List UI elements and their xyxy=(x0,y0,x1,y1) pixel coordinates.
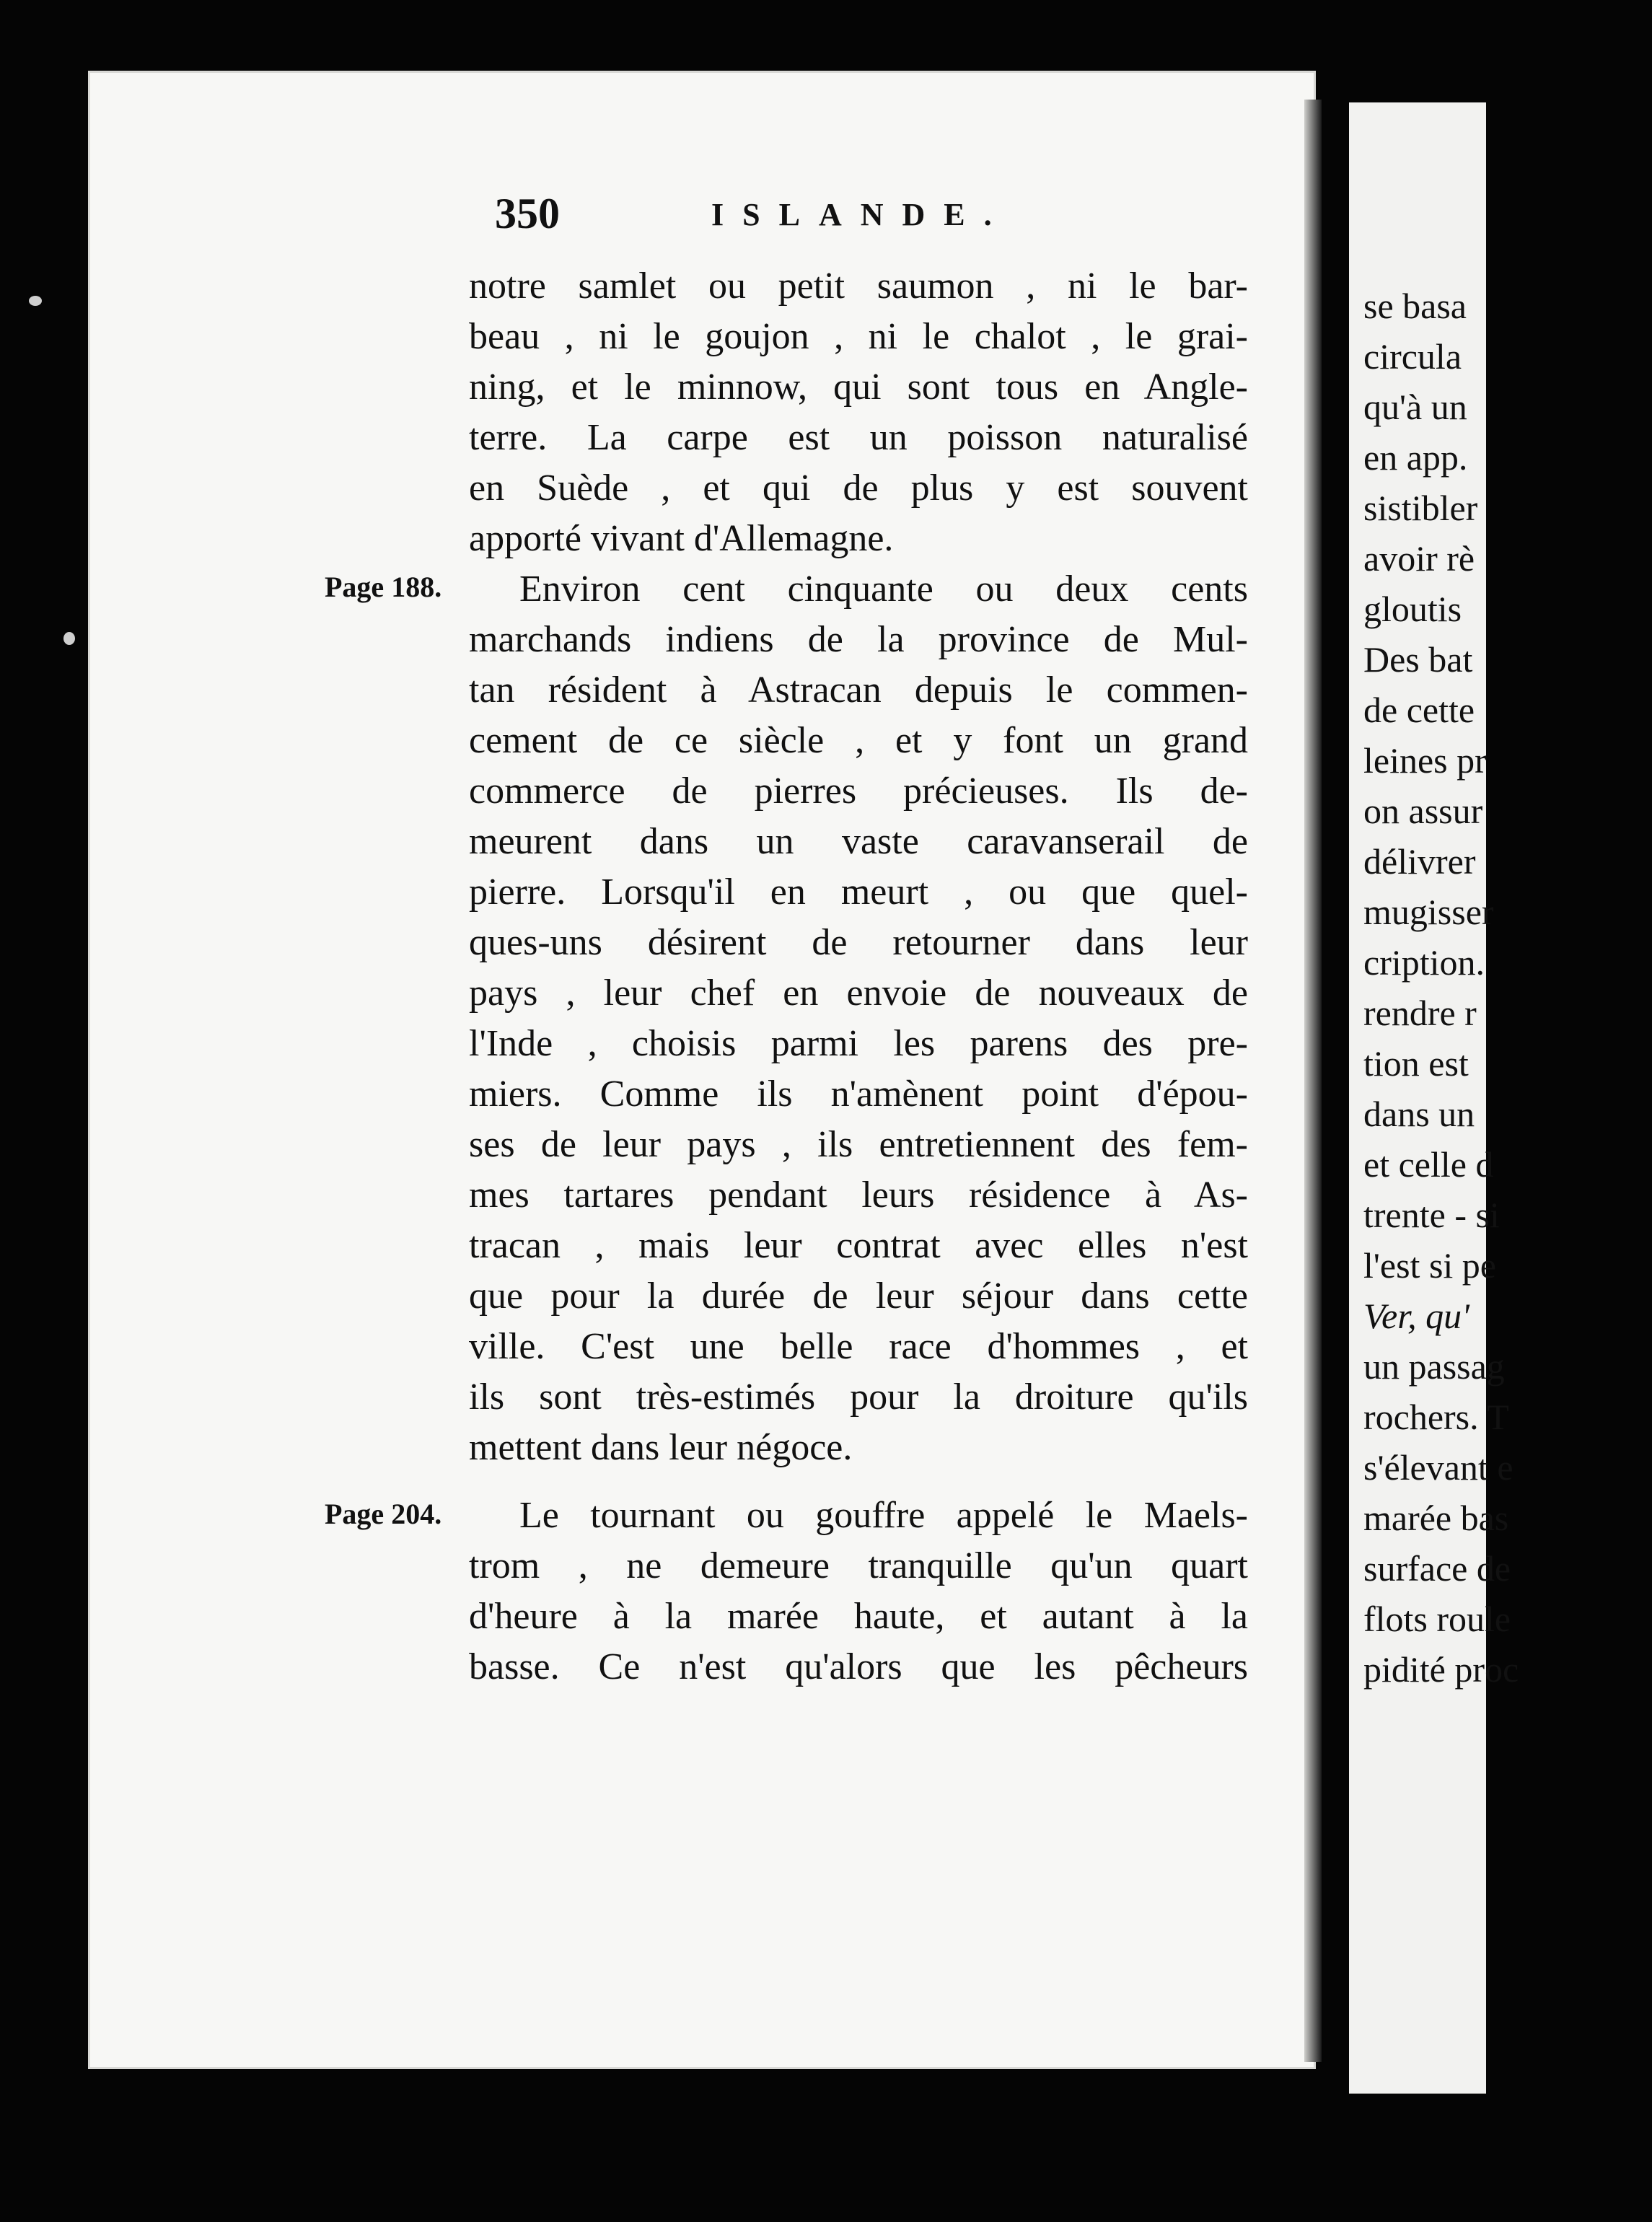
page-number: 350 xyxy=(495,190,560,237)
text-line: ils sont très-estimés pour la droiture qu'ils xyxy=(469,1376,1248,1418)
text-line: notre samlet ou petit saumon , ni le bar- xyxy=(469,265,1248,307)
right-line: avoir rè xyxy=(1363,538,1475,579)
right-line: surface de xyxy=(1363,1548,1511,1589)
text-line: ses de leur pays , ils entretiennent des fem- xyxy=(469,1124,1248,1165)
text-line: tan résident à Astracan depuis le commen- xyxy=(469,669,1248,711)
text-line: ning, et le minnow, qui sont tous en Angle- xyxy=(469,366,1248,408)
right-line: rendre r xyxy=(1363,993,1477,1033)
text-line: miers. Comme ils n'amènent point d'épou- xyxy=(469,1073,1248,1115)
text-line: apporté vivant d'Allemagne. xyxy=(469,518,894,559)
scan-speck xyxy=(63,632,75,645)
text-line: ques-uns désirent de retourner dans leur xyxy=(469,922,1248,963)
text-line: tracan , mais leur contrat avec elles n'est xyxy=(469,1225,1248,1266)
text-line: pays , leur chef en envoie de nouveaux de xyxy=(469,972,1248,1014)
right-line: en app. xyxy=(1363,437,1468,478)
right-line: marée bas xyxy=(1363,1498,1509,1538)
text-line: commerce de pierres précieuses. Ils de- xyxy=(469,770,1248,812)
text-line: trom , ne demeure tranquille qu'un quart xyxy=(469,1545,1248,1586)
right-line: délivrer xyxy=(1363,841,1476,882)
right-line: et celle d xyxy=(1363,1144,1494,1185)
text-line: ville. C'est une belle race d'hommes , et xyxy=(469,1326,1248,1367)
text-line: que pour la durée de leur séjour dans cette xyxy=(469,1275,1248,1317)
right-line: trente - si xyxy=(1363,1195,1500,1235)
text-line: basse. Ce n'est qu'alors que les pêcheurs xyxy=(469,1646,1248,1687)
running-title: ISLANDE. xyxy=(711,197,1011,232)
right-line: dans un xyxy=(1363,1094,1475,1134)
text-line: Le tournant ou gouffre appelé le Maels- xyxy=(519,1495,1248,1536)
right-line: l'est si pe xyxy=(1363,1245,1496,1286)
right-page xyxy=(1349,102,1519,2094)
page-header xyxy=(495,189,1043,247)
text-line: mettent dans leur négoce. xyxy=(469,1427,853,1468)
text-line: en Suède , et qui de plus y est souvent xyxy=(469,467,1248,509)
scan-speck xyxy=(29,296,42,306)
right-line: leines pr xyxy=(1363,740,1487,781)
right-line: tion est xyxy=(1363,1043,1469,1084)
text-line: mes tartares pendant leurs résidence à As- xyxy=(469,1174,1248,1216)
text-line: cement de ce siècle , et y font un grand xyxy=(469,720,1248,761)
right-line: pidité proc xyxy=(1363,1649,1519,1690)
text-line: Environ cent cinquante ou deux cents xyxy=(519,568,1248,610)
text-line: l'Inde , choisis parmi les parens des pre- xyxy=(469,1023,1248,1064)
right-line: Des bat xyxy=(1363,639,1473,680)
right-line: se basa xyxy=(1363,286,1467,326)
right-line: circula xyxy=(1363,336,1462,377)
right-line: un passag xyxy=(1363,1346,1505,1387)
right-line: cription. xyxy=(1363,942,1485,983)
right-line: de cette xyxy=(1363,690,1475,730)
right-line: flots roule xyxy=(1363,1599,1511,1639)
right-line: Ver, qu' xyxy=(1363,1296,1469,1336)
text-line: d'heure à la marée haute, et autant à la xyxy=(469,1596,1248,1637)
text-line: meurent dans un vaste caravanserail de xyxy=(469,821,1248,862)
text-line: beau , ni le goujon , ni le chalot , le grai- xyxy=(469,316,1248,357)
right-line: sistibler xyxy=(1363,488,1478,528)
margin-note: Page 188. xyxy=(325,571,442,603)
text-line: marchands indiens de la province de Mul- xyxy=(469,619,1248,660)
right-line: on assur xyxy=(1363,791,1483,831)
right-line: rochers. T xyxy=(1363,1397,1509,1437)
text-line: terre. La carpe est un poisson naturalisé xyxy=(469,417,1248,458)
text-line: pierre. Lorsqu'il en meurt , ou que quel- xyxy=(469,871,1248,913)
right-line: s'élevant e xyxy=(1363,1447,1513,1488)
right-line: qu'à un xyxy=(1363,387,1467,427)
right-line: mugisser xyxy=(1363,892,1494,932)
margin-note: Page 204. xyxy=(325,1498,442,1530)
right-line: gloutis xyxy=(1363,589,1462,629)
